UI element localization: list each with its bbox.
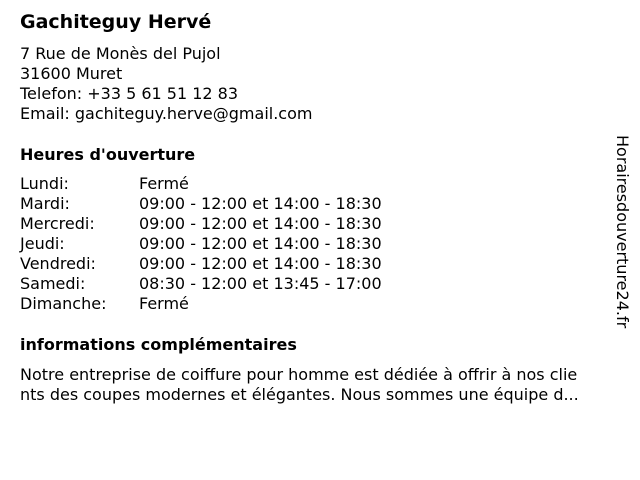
hours-day: Dimanche: <box>20 294 107 313</box>
address-city: 31600 Muret <box>20 64 123 83</box>
hours-day: Samedi: <box>20 274 86 293</box>
hours-day: Jeudi: <box>20 234 65 253</box>
hours-day: Mardi: <box>20 194 70 213</box>
hours-time: Fermé <box>139 174 189 193</box>
hours-time: 09:00 - 12:00 et 14:00 - 18:30 <box>139 194 382 213</box>
business-name: Gachiteguy Hervé <box>20 11 212 33</box>
contact-block <box>20 44 312 124</box>
hours-day: Lundi: <box>20 174 69 193</box>
phone-number: Telefon: +33 5 61 51 12 83 <box>20 84 239 103</box>
email-address: Email: gachiteguy.herve@gmail.com <box>20 104 313 123</box>
hours-time: Fermé <box>139 294 189 313</box>
address-street: 7 Rue de Monès del Pujol <box>20 44 221 63</box>
additional-info-heading: informations complémentaires <box>20 335 297 354</box>
hours-time: 08:30 - 12:00 et 13:45 - 17:00 <box>139 274 382 293</box>
opening-hours-heading: Heures d'ouverture <box>20 145 196 164</box>
hours-day: Mercredi: <box>20 214 95 233</box>
description-line-2: nts des coupes modernes et élégantes. Nous sommes une équipe d... <box>20 385 579 404</box>
site-watermark: Horairesdouverture24.fr <box>613 135 632 329</box>
hours-time: 09:00 - 12:00 et 14:00 - 18:30 <box>139 254 382 273</box>
hours-time: 09:00 - 12:00 et 14:00 - 18:30 <box>139 214 382 233</box>
description-line-1: Notre entreprise de coiffure pour homme est dédiée à offrir à nos clie <box>20 365 578 384</box>
hours-day: Vendredi: <box>20 254 96 273</box>
business-description <box>20 365 630 405</box>
hours-time: 09:00 - 12:00 et 14:00 - 18:30 <box>139 234 382 253</box>
